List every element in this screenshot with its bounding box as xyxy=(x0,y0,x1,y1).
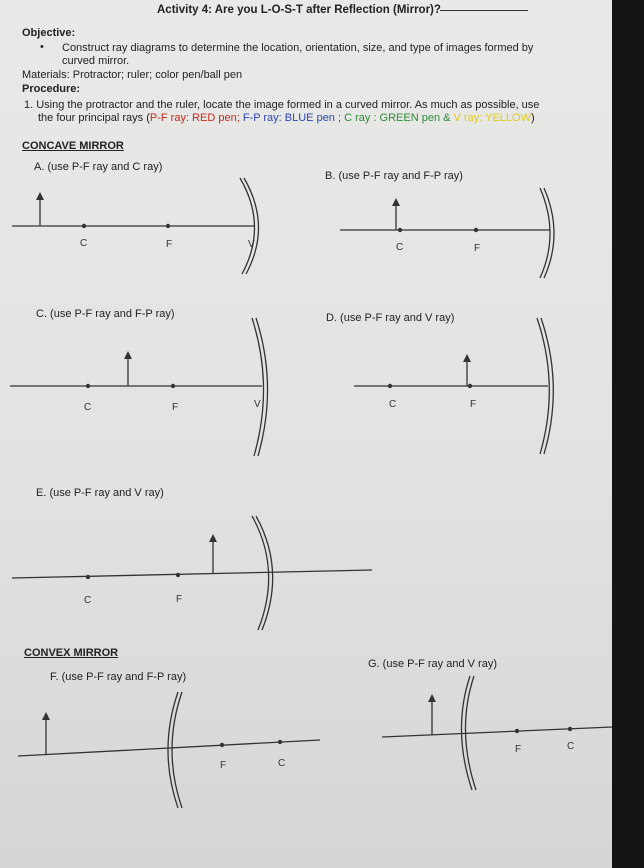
label-f: F xyxy=(474,243,481,254)
arrow-head-icon xyxy=(36,192,44,200)
label-c: C xyxy=(84,402,92,413)
principal-axis xyxy=(12,570,372,578)
arrow-head-icon xyxy=(463,354,471,362)
materials-text: Materials: Protractor; ruler; color pen/ball pen xyxy=(22,69,243,81)
concave-c-instruction: C. (use P-F ray and F-P ray) xyxy=(36,308,175,320)
objective-text: Construct ray diagrams to determine the location, orientation, size, and type of images formed by curved mirror. xyxy=(62,42,534,67)
arrow-head-icon xyxy=(209,534,217,542)
point-c xyxy=(398,228,402,232)
arrow-head-icon xyxy=(428,694,436,702)
diagram-d xyxy=(354,318,553,454)
concave-mirror xyxy=(540,188,554,278)
diagram-b xyxy=(340,188,554,278)
c-ray-note: C ray : GREEN pen & xyxy=(344,112,451,124)
label-c: C xyxy=(396,242,404,253)
fp-ray-note: F-P ray: BLUE pen ; xyxy=(242,112,342,124)
point-c xyxy=(568,727,572,731)
convex-mirror xyxy=(168,692,182,808)
label-v: V xyxy=(254,399,261,410)
diagram-a xyxy=(12,178,259,274)
label-c: C xyxy=(80,238,88,249)
procedure-label: Procedure: xyxy=(22,83,81,95)
procedure-step-1: 1. Using the protractor and the ruler, locate the image formed in a curved mirror. As much as possible, use xyxy=(24,99,540,111)
page-title: Activity 4: Are you L-O-S-T after Reflection (Mirror)? xyxy=(157,4,441,16)
rays-intro: the four principal rays ( xyxy=(38,112,150,124)
concave-b-instruction: B. (use P-F ray and F-P ray) xyxy=(325,170,463,182)
point-f xyxy=(171,384,175,388)
convex-f-instruction: F. (use P-F ray and F-P ray) xyxy=(50,671,187,683)
concave-d-instruction: D. (use P-F ray and V ray) xyxy=(326,312,455,324)
label-f: F xyxy=(176,594,183,605)
label-f: F xyxy=(470,399,477,410)
close-paren: ) xyxy=(530,112,535,124)
point-c xyxy=(82,224,86,228)
point-c xyxy=(86,575,90,579)
label-c: C xyxy=(389,399,397,410)
point-c xyxy=(388,384,392,388)
label-f: F xyxy=(166,239,173,250)
diagram-c xyxy=(10,318,268,456)
label-f: F xyxy=(172,402,179,413)
point-f xyxy=(474,228,478,232)
point-c xyxy=(278,740,282,744)
label-c: C xyxy=(278,758,286,769)
diagram-g xyxy=(382,676,612,790)
label-c: C xyxy=(567,741,575,752)
concave-heading: CONCAVE MIRROR xyxy=(22,140,124,152)
principal-axis xyxy=(18,740,320,756)
label-f: F xyxy=(220,760,227,771)
label-v: V xyxy=(248,239,255,250)
point-f xyxy=(515,729,519,733)
concave-e-instruction: E. (use P-F ray and V ray) xyxy=(36,487,164,499)
arrow-head-icon xyxy=(42,712,50,720)
label-c: C xyxy=(84,595,92,606)
point-f xyxy=(468,384,472,388)
point-f xyxy=(220,743,224,747)
diagram-f xyxy=(18,692,320,808)
objective-label: Objective: xyxy=(22,27,76,39)
concave-mirror xyxy=(252,318,268,456)
objective-bullet: • xyxy=(40,41,44,53)
point-f xyxy=(176,573,180,577)
label-f: F xyxy=(515,744,522,755)
concave-a-instruction: A. (use P-F ray and C ray) xyxy=(34,161,163,173)
pf-ray-note: P-F ray: RED pen; xyxy=(149,112,240,124)
arrow-head-icon xyxy=(392,198,400,206)
background-edge xyxy=(612,0,644,868)
arrow-head-icon xyxy=(124,351,132,359)
principal-axis xyxy=(382,727,612,737)
point-c xyxy=(86,384,90,388)
v-ray-note: V ray: YELLOW xyxy=(453,112,531,124)
convex-g-instruction: G. (use P-F ray and V ray) xyxy=(368,658,497,670)
point-f xyxy=(166,224,170,228)
convex-heading: CONVEX MIRROR xyxy=(24,647,119,659)
diagram-e xyxy=(12,516,372,630)
